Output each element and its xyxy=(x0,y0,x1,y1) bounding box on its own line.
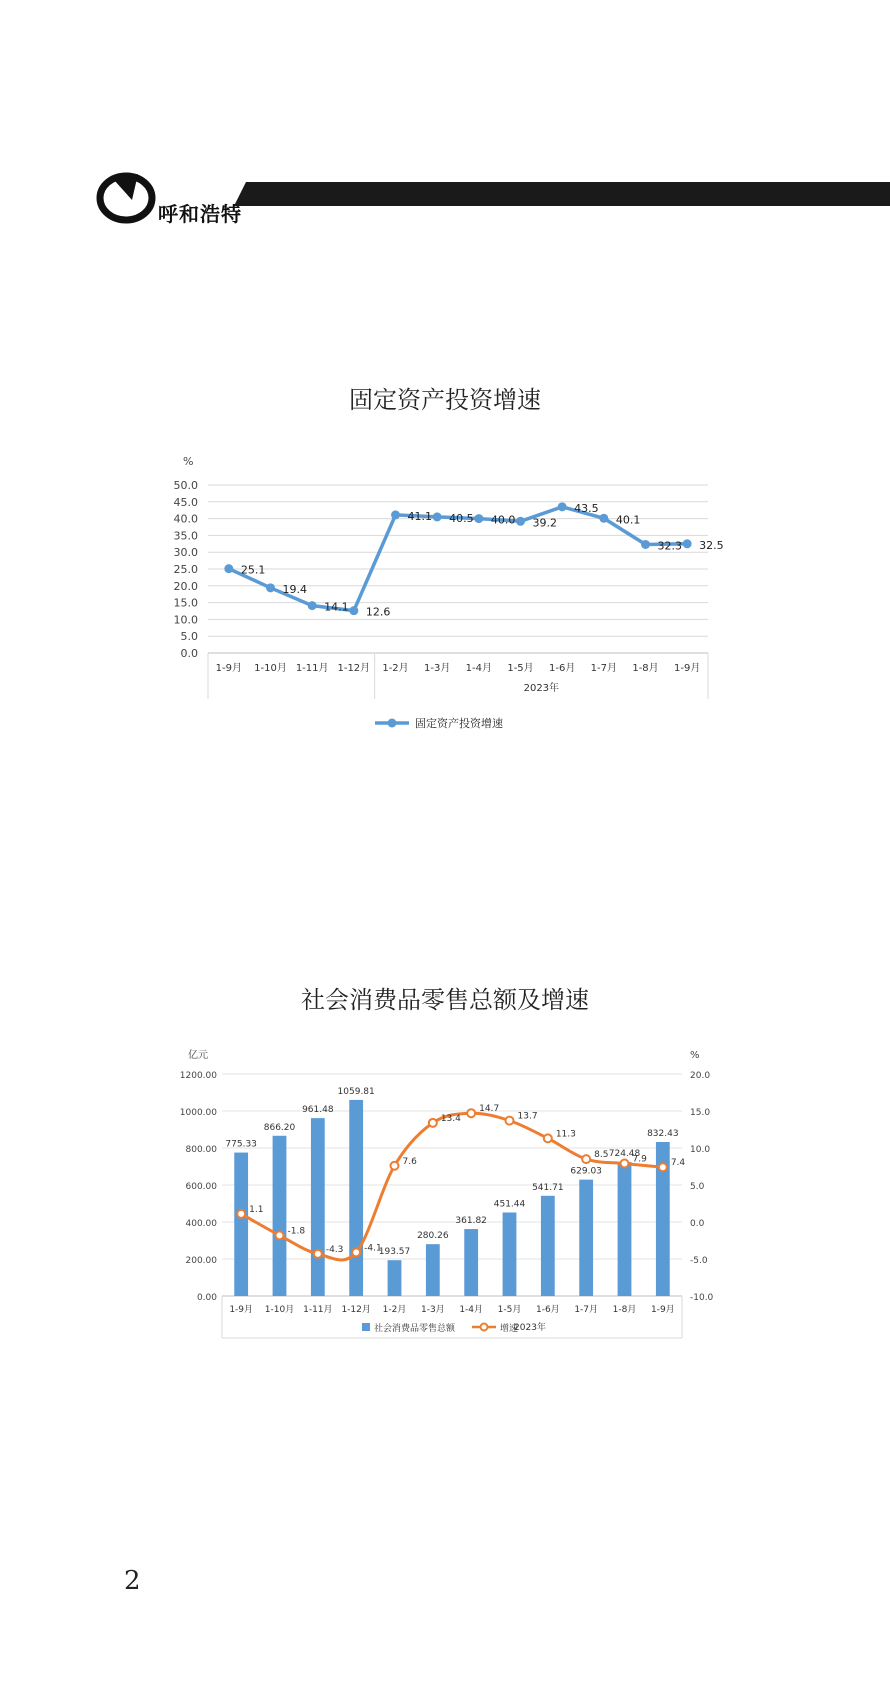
chart2-bar-label: 961.48 xyxy=(302,1105,334,1116)
chart2-xtick-label: 1-2月 xyxy=(382,1305,407,1315)
chart1-data-point xyxy=(433,512,442,521)
chart2-y2label: % xyxy=(690,1050,700,1061)
chart2-legend-line-label: 增速 xyxy=(500,1324,519,1334)
chart1-data-point xyxy=(558,502,567,511)
chart1-ytick-label: 10.0 xyxy=(173,613,198,627)
chart1-data-point xyxy=(266,583,275,592)
chart2-bar xyxy=(234,1153,248,1296)
chart1-data-point xyxy=(641,540,650,549)
chart1-ytick-label: 5.0 xyxy=(180,630,198,644)
chart1-group-label: 2023年 xyxy=(523,683,560,694)
chart1-ytick-label: 20.0 xyxy=(173,579,198,593)
chart2-bar-label: 361.82 xyxy=(455,1216,487,1227)
chart1-data-label: 41.1 xyxy=(407,509,432,523)
chart2-growth-point xyxy=(544,1134,552,1142)
chart2-growth-line xyxy=(241,1113,663,1260)
chart1-data-point xyxy=(599,514,608,523)
chart1-data-point xyxy=(308,601,317,610)
chart2-bar xyxy=(464,1229,478,1296)
chart1-xtick-label: 1-9月 xyxy=(215,663,243,674)
chart2-legend-bar-label: 社会消费品零售总额 xyxy=(374,1324,456,1334)
chart1-title: 固定资产投资增速 xyxy=(349,386,541,414)
retail-sales-chart xyxy=(0,1040,890,1350)
chart1-data-point xyxy=(516,517,525,526)
logo-text: 呼和浩特 xyxy=(158,202,242,226)
chart1-ytick-label: 35.0 xyxy=(173,529,198,543)
chart1-xtick-label: 1-11月 xyxy=(295,663,329,674)
chart2-bar xyxy=(388,1260,402,1296)
chart2-growth-point xyxy=(621,1160,629,1168)
chart1-ylabel: % xyxy=(183,455,194,468)
chart2-bar-label: 866.20 xyxy=(263,1122,296,1133)
chart2-bar-label: 1059.81 xyxy=(337,1086,375,1097)
chart1-data-label: 14.1 xyxy=(324,600,349,614)
chart2-growth-label: 11.3 xyxy=(555,1129,576,1140)
chart1-ytick-label: 15.0 xyxy=(173,596,198,610)
chart2-growth-label: 7.9 xyxy=(632,1154,647,1165)
chart2-bar-label: 629.03 xyxy=(570,1166,602,1177)
chart2-ytick-label: 0.00 xyxy=(196,1293,217,1303)
chart2-y2tick-label: 5.0 xyxy=(690,1182,705,1192)
chart2-growth-point xyxy=(506,1117,514,1125)
chart2-ytick-label: 800.00 xyxy=(185,1145,217,1155)
chart2-xtick-label: 1-6月 xyxy=(535,1305,560,1315)
header-black-bar xyxy=(234,182,890,206)
chart2-growth-label: -4.3 xyxy=(325,1244,344,1255)
chart2-xtick-label: 1-4月 xyxy=(459,1305,484,1315)
chart1-xtick-label: 1-5月 xyxy=(507,663,534,674)
chart1-data-label: 40.5 xyxy=(449,511,474,525)
chart1-data-label: 25.1 xyxy=(240,563,266,577)
chart1-xtick-label: 1-12月 xyxy=(337,663,371,674)
chart2-xtick-label: 1-7月 xyxy=(574,1305,599,1315)
chart2-bar-label: 832.43 xyxy=(647,1129,679,1140)
chart2-growth-point xyxy=(659,1163,667,1171)
page-number: 2 xyxy=(124,1566,141,1596)
chart2-xtick-label: 1-8月 xyxy=(612,1305,637,1315)
chart2-growth-label: 13.4 xyxy=(440,1113,461,1124)
chart1-data-point xyxy=(349,606,358,615)
chart1-xtick-label: 1-4月 xyxy=(465,663,493,674)
chart2-ytick-label: 400.00 xyxy=(185,1219,217,1229)
fixed-asset-investment-chart xyxy=(0,450,890,770)
chart2-growth-point xyxy=(582,1155,590,1163)
chart2-bar xyxy=(579,1180,593,1296)
chart1-legend-marker xyxy=(388,719,397,728)
chart1-ytick-label: 30.0 xyxy=(173,546,198,560)
chart1-data-label: 40.1 xyxy=(615,513,641,527)
chart2-bar xyxy=(349,1100,363,1296)
chart2-ytick-label: 200.00 xyxy=(185,1256,217,1266)
chart1-data-label: 32.5 xyxy=(699,538,724,552)
chart2-growth-label: 7.4 xyxy=(670,1158,686,1169)
chart2-legend-bar-swatch xyxy=(362,1323,370,1331)
chart2-growth-label: 7.6 xyxy=(402,1156,417,1167)
chart2-legend-marker xyxy=(481,1324,488,1331)
chart1-data-label: 19.4 xyxy=(282,582,307,596)
chart2-growth-point xyxy=(276,1231,284,1239)
chart1-xtick-label: 1-8月 xyxy=(632,663,659,674)
chart1-ytick-label: 0.0 xyxy=(180,647,198,660)
chart2-bar-label: 451.44 xyxy=(493,1199,526,1210)
chart2-xtick-label: 1-9月 xyxy=(229,1305,254,1315)
chart1-xtick-label: 1-7月 xyxy=(590,663,618,674)
chart1-legend-label: 固定资产投资增速 xyxy=(415,717,503,730)
chart1-data-label: 12.6 xyxy=(365,605,391,619)
chart1-ytick-label: 45.0 xyxy=(173,495,198,509)
chart1-ytick-label: 50.0 xyxy=(173,479,198,492)
chart2-y2tick-label: 10.0 xyxy=(690,1145,711,1155)
chart2-growth-point xyxy=(429,1119,437,1127)
chart2-growth-point xyxy=(237,1210,245,1218)
chart2-xtick-label: 1-9月 xyxy=(650,1305,675,1315)
chart2-growth-label: 8.5 xyxy=(594,1150,609,1161)
chart1-data-label: 39.2 xyxy=(532,516,557,530)
chart2-bar xyxy=(311,1118,325,1296)
chart2-y2tick-label: 15.0 xyxy=(690,1108,711,1118)
chart2-ylabel: 亿元 xyxy=(188,1050,208,1061)
chart2-ytick-label: 600.00 xyxy=(185,1182,217,1192)
chart1-xtick-label: 1-3月 xyxy=(423,663,451,674)
page-header xyxy=(96,170,890,230)
chart2-bar-label: 280.26 xyxy=(417,1231,449,1242)
chart1-xtick-label: 1-10月 xyxy=(254,663,287,674)
chart2-bar-label: 724.48 xyxy=(608,1148,641,1159)
chart2-bar xyxy=(503,1212,517,1296)
chart2-growth-point xyxy=(314,1250,322,1258)
chart2-growth-label: -4.1 xyxy=(364,1243,382,1254)
chart2-xtick-label: 1-12月 xyxy=(341,1305,371,1315)
chart1-data-point xyxy=(683,539,692,548)
chart2-bar xyxy=(426,1244,440,1296)
chart2-group-label: 2023年 xyxy=(514,1323,546,1333)
chart2-y2tick-label: -10.0 xyxy=(690,1293,714,1303)
chart2-growth-point xyxy=(391,1162,399,1170)
chart1-ytick-label: 40.0 xyxy=(173,512,198,526)
chart1-ytick-label: 25.0 xyxy=(173,563,198,576)
chart2-growth-label: -1.8 xyxy=(287,1226,306,1237)
chart1-xtick-label: 1-2月 xyxy=(382,663,409,674)
chart2-bar xyxy=(618,1162,632,1296)
chart1-data-point xyxy=(391,510,400,519)
chart2-growth-label: 1.1 xyxy=(249,1204,264,1215)
chart1-data-point xyxy=(474,514,483,523)
chart2-xtick-label: 1-3月 xyxy=(420,1305,445,1315)
chart1-data-label: 32.3 xyxy=(657,539,682,553)
chart1-data-point xyxy=(224,564,233,573)
chart2-y2tick-label: -5.0 xyxy=(690,1256,708,1266)
chart1-xtick-label: 1-6月 xyxy=(548,663,576,674)
chart2-bar xyxy=(541,1196,555,1296)
chart2-xtick-label: 1-5月 xyxy=(497,1305,522,1315)
chart2-growth-label: 13.7 xyxy=(517,1111,538,1122)
chart2-ytick-label: 1200.00 xyxy=(179,1071,217,1081)
chart2-growth-point xyxy=(352,1248,360,1256)
chart2-y2tick-label: 0.0 xyxy=(690,1219,705,1229)
chart1-xtick-label: 1-9月 xyxy=(673,663,701,674)
chart2-xtick-label: 1-11月 xyxy=(303,1305,333,1315)
chart2-bar-label: 541.71 xyxy=(532,1182,564,1193)
chart2-growth-label: 14.7 xyxy=(479,1104,500,1115)
chart2-title: 社会消费品零售总额及增速 xyxy=(301,986,589,1014)
chart2-bar-label: 775.33 xyxy=(225,1139,257,1150)
chart1-data-label: 40.0 xyxy=(490,513,516,527)
chart2-bar xyxy=(273,1136,287,1296)
chart1-data-label: 43.5 xyxy=(574,501,599,515)
chart2-bar-label: 193.57 xyxy=(378,1247,411,1258)
chart2-ytick-label: 1000.00 xyxy=(179,1108,217,1118)
chart2-y2tick-label: 20.0 xyxy=(690,1071,711,1081)
chart2-xtick-label: 1-10月 xyxy=(264,1305,295,1315)
chart2-growth-point xyxy=(467,1109,475,1117)
